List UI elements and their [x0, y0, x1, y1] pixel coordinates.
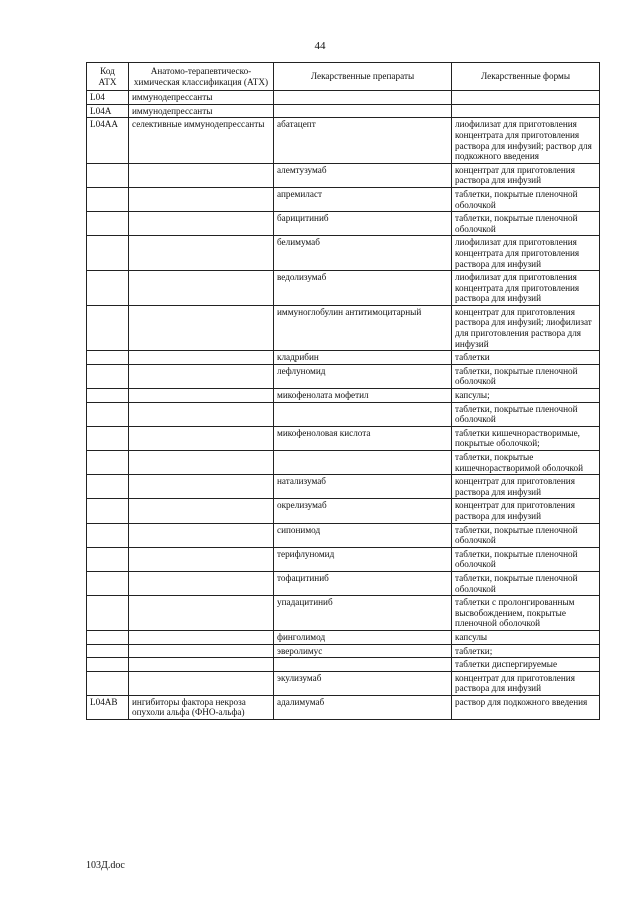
cell-form: концентрат для приготовления раствора для инфузий: [452, 671, 600, 695]
cell-code: L04AA: [87, 118, 129, 163]
cell-form: концентрат для приготовления раствора для инфузий; лиофилизат для приготовления раствора для инфузий: [452, 305, 600, 350]
cell-drug: [274, 658, 452, 672]
cell-form: капсулы;: [452, 389, 600, 403]
cell-code: [87, 547, 129, 571]
table-row: [87, 118, 600, 163]
cell-form: таблетки, покрытые пленочной оболочкой: [452, 212, 600, 236]
cell-classification: иммунодепрессанты: [129, 91, 274, 105]
table-row: [87, 351, 600, 365]
cell-code: L04A: [87, 104, 129, 118]
table-row: [87, 426, 600, 450]
table-row: [87, 451, 600, 475]
cell-code: [87, 271, 129, 306]
cell-code: [87, 426, 129, 450]
cell-code: [87, 236, 129, 271]
table-row: [87, 187, 600, 211]
cell-classification: [129, 547, 274, 571]
cell-classification: [129, 305, 274, 350]
cell-drug: адалимумаб: [274, 695, 452, 719]
table-row: [87, 389, 600, 403]
cell-form: таблетки диспергируемые: [452, 658, 600, 672]
cell-classification: ингибиторы фактора некроза опухоли альфа (ФНО-альфа): [129, 695, 274, 719]
table-row: [87, 91, 600, 105]
cell-code: [87, 571, 129, 595]
cell-classification: [129, 426, 274, 450]
footer-filename: 103Д.doc: [86, 860, 125, 871]
cell-drug: натализумаб: [274, 475, 452, 499]
cell-drug: упадацитиниб: [274, 596, 452, 631]
cell-form: [452, 104, 600, 118]
cell-form: [452, 91, 600, 105]
cell-classification: [129, 523, 274, 547]
cell-classification: [129, 236, 274, 271]
cell-drug: [274, 104, 452, 118]
cell-drug: абатацепт: [274, 118, 452, 163]
table-row: [87, 271, 600, 306]
cell-code: [87, 402, 129, 426]
cell-form: таблетки, покрытые пленочной оболочкой: [452, 547, 600, 571]
cell-code: [87, 351, 129, 365]
cell-form: таблетки, покрытые пленочной оболочкой: [452, 187, 600, 211]
cell-code: L04AB: [87, 695, 129, 719]
cell-classification: [129, 630, 274, 644]
table-row: [87, 236, 600, 271]
cell-code: [87, 475, 129, 499]
cell-classification: [129, 351, 274, 365]
cell-code: [87, 163, 129, 187]
cell-drug: алемтузумаб: [274, 163, 452, 187]
cell-classification: [129, 499, 274, 523]
cell-classification: [129, 364, 274, 388]
header-drugs: Лекарственные препараты: [274, 63, 452, 91]
table-row: [87, 523, 600, 547]
cell-drug: апремиласт: [274, 187, 452, 211]
cell-drug: иммуноглобулин антитимоцитарный: [274, 305, 452, 350]
table-row: [87, 499, 600, 523]
cell-classification: [129, 271, 274, 306]
cell-code: [87, 523, 129, 547]
cell-drug: тофацитиниб: [274, 571, 452, 595]
cell-form: раствор для подкожного введения: [452, 695, 600, 719]
header-code: Код АТХ: [87, 63, 129, 91]
drug-table: [86, 62, 600, 720]
cell-drug: окрелизумаб: [274, 499, 452, 523]
cell-form: таблетки;: [452, 644, 600, 658]
cell-code: [87, 596, 129, 631]
cell-drug: эверолимус: [274, 644, 452, 658]
cell-drug: белимумаб: [274, 236, 452, 271]
table-row: [87, 402, 600, 426]
header-classification: Анатомо-терапевтическо-химическая классификация (АТХ): [129, 63, 274, 91]
cell-classification: [129, 389, 274, 403]
cell-form: капсулы: [452, 630, 600, 644]
cell-form: таблетки: [452, 351, 600, 365]
cell-drug: [274, 451, 452, 475]
table-row: [87, 364, 600, 388]
table-row: [87, 475, 600, 499]
table-row: [87, 571, 600, 595]
cell-drug: экулизумаб: [274, 671, 452, 695]
cell-code: [87, 630, 129, 644]
cell-code: L04: [87, 91, 129, 105]
cell-drug: финголимод: [274, 630, 452, 644]
cell-form: таблетки, покрытые пленочной оболочкой: [452, 571, 600, 595]
cell-form: таблетки, покрытые кишечнорастворимой оболочкой: [452, 451, 600, 475]
table-row: [87, 596, 600, 631]
cell-code: [87, 389, 129, 403]
cell-code: [87, 451, 129, 475]
cell-classification: [129, 475, 274, 499]
cell-drug: барицитиниб: [274, 212, 452, 236]
cell-drug: сипонимод: [274, 523, 452, 547]
cell-code: [87, 364, 129, 388]
cell-classification: [129, 596, 274, 631]
cell-form: концентрат для приготовления раствора для инфузий: [452, 499, 600, 523]
cell-code: [87, 671, 129, 695]
table-row: [87, 104, 600, 118]
cell-classification: [129, 402, 274, 426]
cell-form: таблетки, покрытые пленочной оболочкой: [452, 364, 600, 388]
cell-drug: терифлуномид: [274, 547, 452, 571]
table-row: [87, 644, 600, 658]
cell-classification: [129, 163, 274, 187]
cell-form: концентрат для приготовления раствора для инфузий: [452, 475, 600, 499]
cell-form: таблетки, покрытые пленочной оболочкой: [452, 523, 600, 547]
cell-drug: ведолизумаб: [274, 271, 452, 306]
table-row: [87, 547, 600, 571]
table-row: [87, 163, 600, 187]
cell-form: таблетки, покрытые пленочной оболочкой: [452, 402, 600, 426]
cell-form: таблетки кишечнорастворимые, покрытые оболочкой;: [452, 426, 600, 450]
cell-drug: лефлуномид: [274, 364, 452, 388]
table-row: [87, 305, 600, 350]
cell-form: лиофилизат для приготовления концентрата для приготовления раствора для инфузий: [452, 271, 600, 306]
cell-drug: кладрибин: [274, 351, 452, 365]
table-body: [87, 91, 600, 720]
cell-code: [87, 187, 129, 211]
table-row: [87, 671, 600, 695]
cell-drug: микофенолата мофетил: [274, 389, 452, 403]
cell-form: таблетки с пролонгированным высвобождением, покрытые пленочной оболочкой: [452, 596, 600, 631]
cell-drug: [274, 91, 452, 105]
cell-form: концентрат для приготовления раствора для инфузий: [452, 163, 600, 187]
cell-form: лиофилизат для приготовления концентрата для приготовления раствора для инфузий: [452, 236, 600, 271]
cell-classification: [129, 671, 274, 695]
table-row: [87, 212, 600, 236]
cell-code: [87, 499, 129, 523]
cell-classification: [129, 451, 274, 475]
cell-code: [87, 212, 129, 236]
cell-code: [87, 305, 129, 350]
table-row: [87, 658, 600, 672]
cell-form: лиофилизат для приготовления концентрата для приготовления раствора для инфузий; раствор для подкожного введения: [452, 118, 600, 163]
cell-classification: [129, 571, 274, 595]
cell-code: [87, 658, 129, 672]
cell-drug: микофеноловая кислота: [274, 426, 452, 450]
cell-drug: [274, 402, 452, 426]
header-forms: Лекарственные формы: [452, 63, 600, 91]
cell-classification: [129, 212, 274, 236]
cell-classification: [129, 644, 274, 658]
cell-classification: иммунодепрессанты: [129, 104, 274, 118]
cell-classification: [129, 187, 274, 211]
page-number: 44: [314, 40, 326, 52]
table-row: [87, 630, 600, 644]
cell-code: [87, 644, 129, 658]
table-row: [87, 695, 600, 719]
table-header-row: [87, 63, 600, 91]
cell-classification: селективные иммунодепрессанты: [129, 118, 274, 163]
cell-classification: [129, 658, 274, 672]
